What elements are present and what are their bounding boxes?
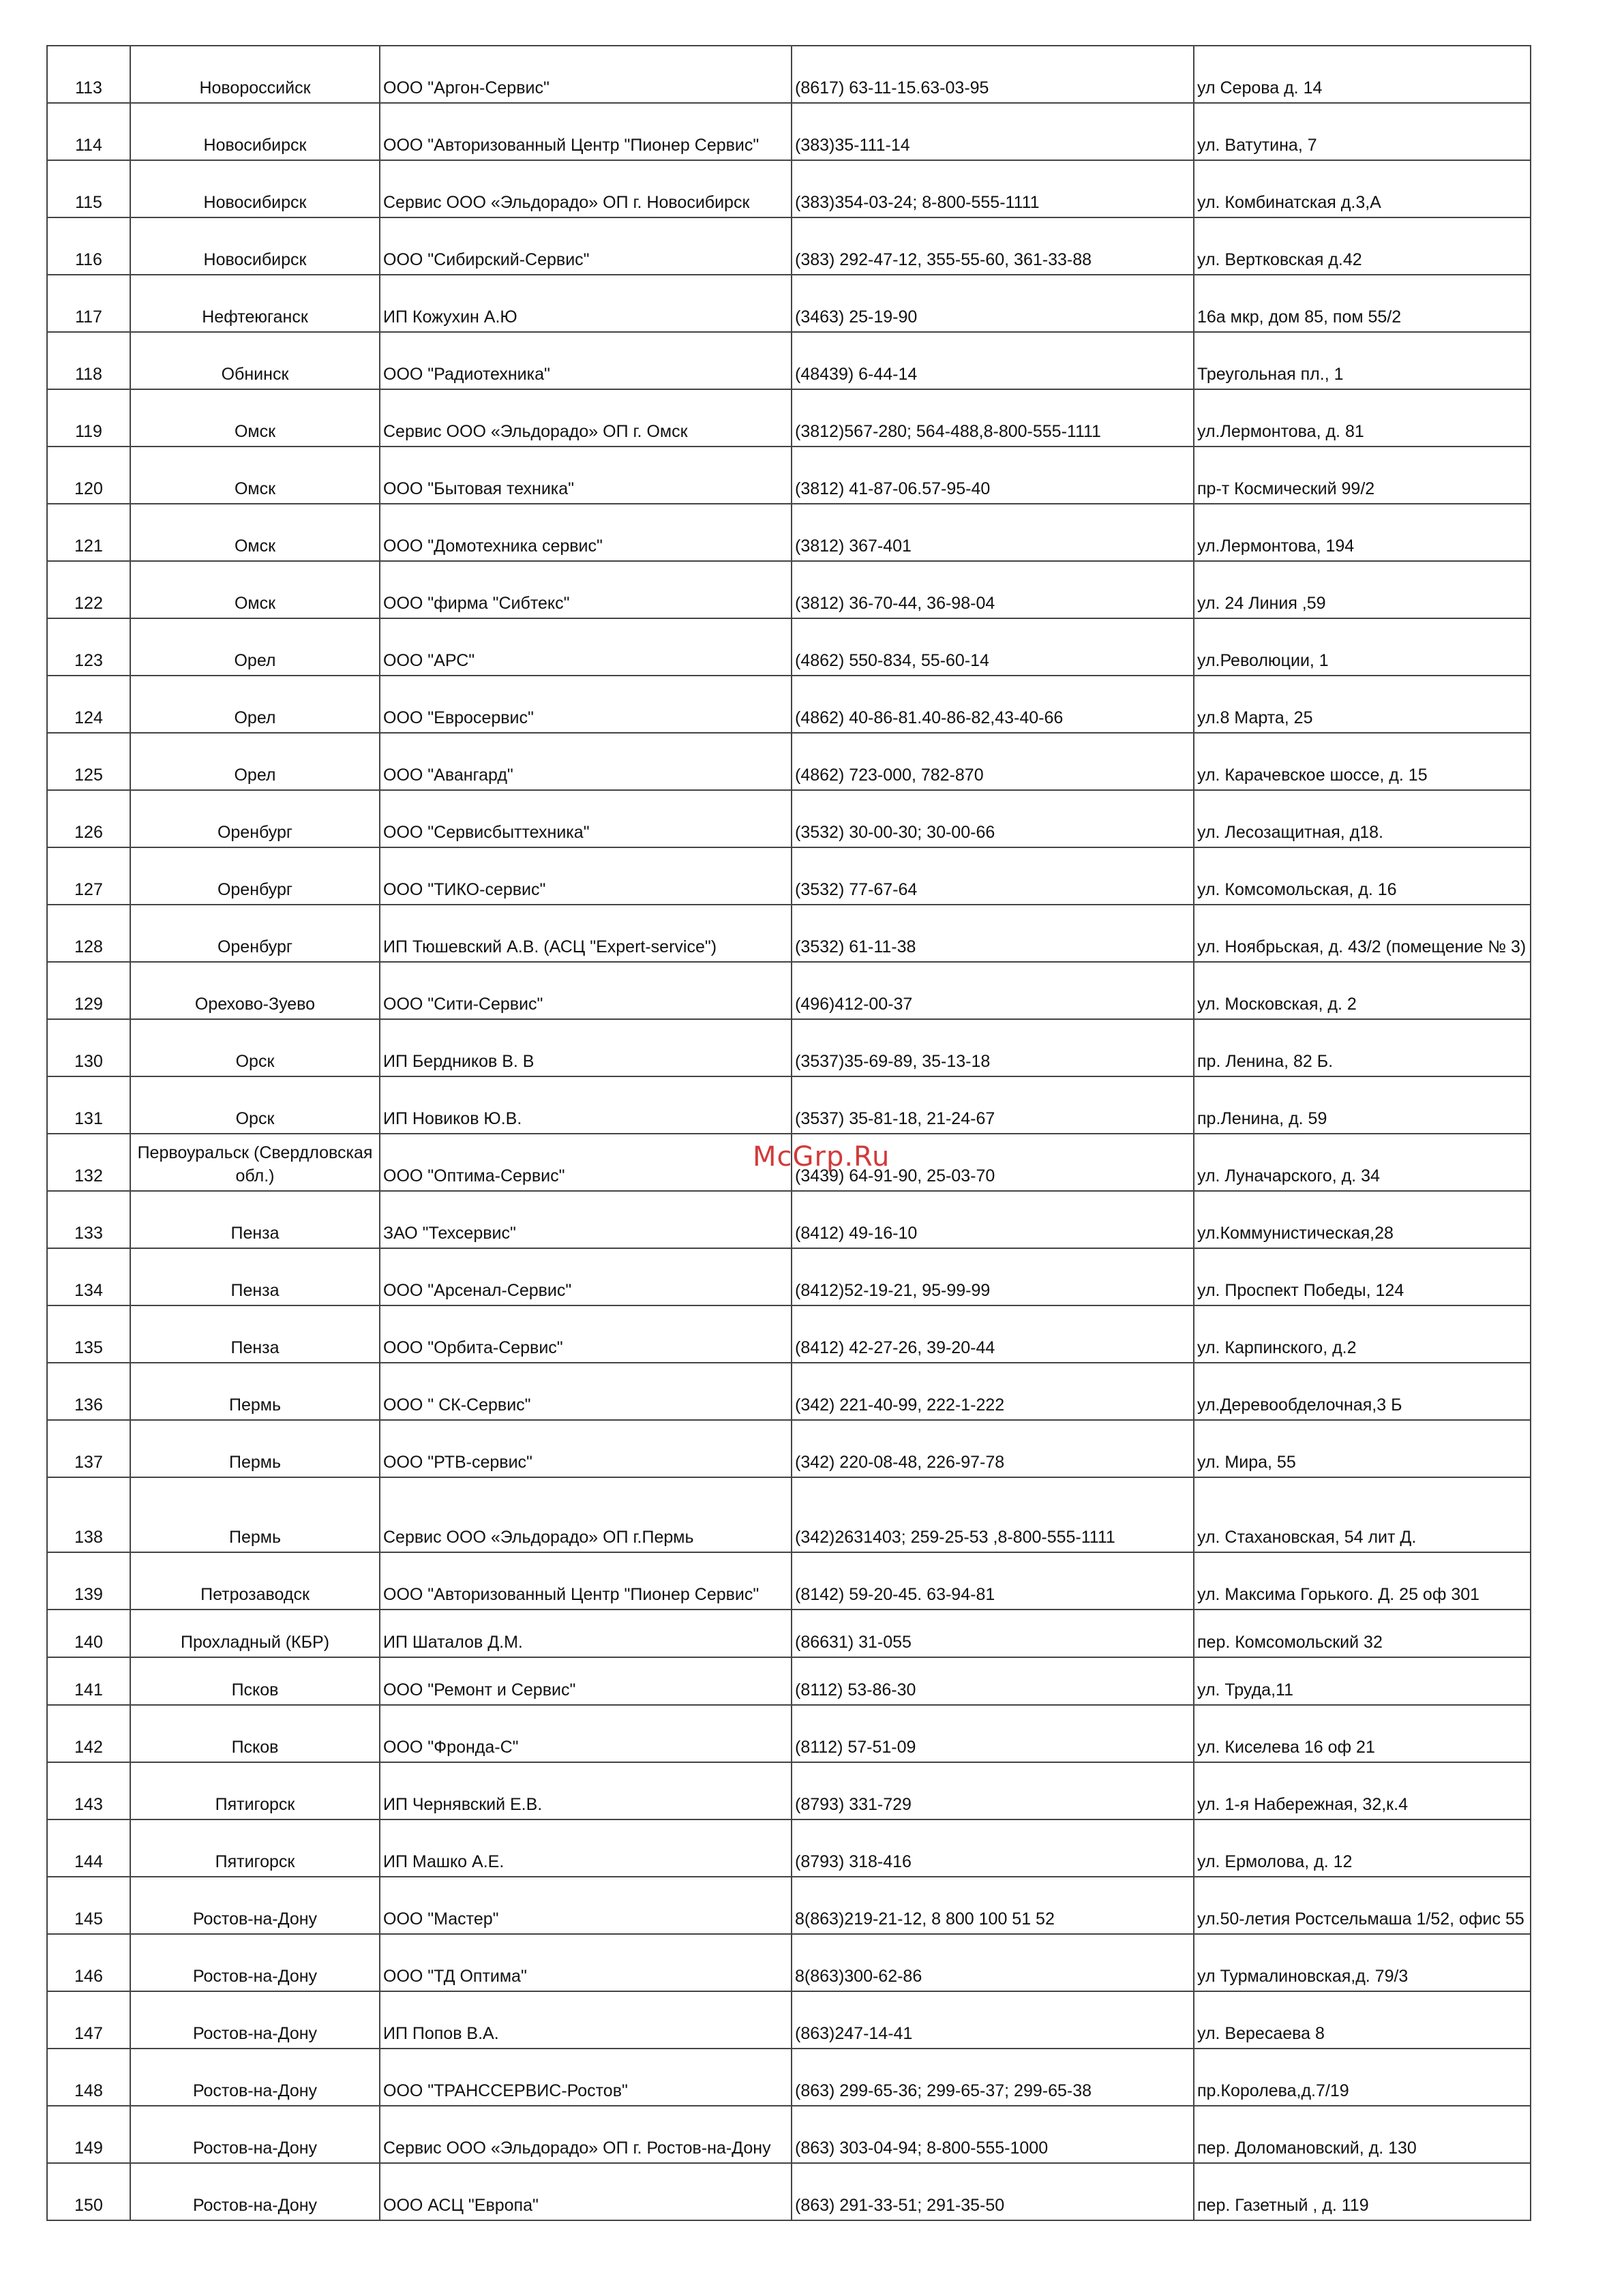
address-cell: ул. Ватутина, 7 [1194,103,1531,160]
table-row [47,1305,1531,1363]
address-cell: ул Турмалиновская,д. 79/3 [1194,1934,1531,1991]
organization-cell: ООО "АРС" [380,618,792,676]
address-cell: ул.Деревообделочная,3 Б [1194,1363,1531,1420]
row-number: 134 [47,1248,130,1305]
organization-cell: Сервис ООО «Эльдорадо» ОП г. Ростов-на-Дону [380,2106,792,2163]
table-row [47,790,1531,847]
row-number: 120 [47,447,130,504]
phone-cell: (3812) 41-87-06.57-95-40 [792,447,1194,504]
table-row [47,2163,1531,2220]
phone-cell: 8(863)300-62-86 [792,1934,1194,1991]
address-cell: пр.Королева,д.7/19 [1194,2049,1531,2106]
address-cell: ул. Мира, 55 [1194,1420,1531,1477]
row-number: 137 [47,1420,130,1477]
organization-cell: ООО "фирма "Сибтекс" [380,561,792,618]
row-number: 123 [47,618,130,676]
city-cell: Орел [130,676,380,733]
row-number: 131 [47,1076,130,1134]
organization-cell: Сервис ООО «Эльдорадо» ОП г.Пермь [380,1477,792,1552]
phone-cell: (3812) 367-401 [792,504,1194,561]
organization-cell: ИП Машко А.Е. [380,1819,792,1877]
organization-cell: ООО "ТИКО-сервис" [380,847,792,905]
row-number: 140 [47,1610,130,1657]
city-cell: Новосибирск [130,217,380,275]
row-number: 117 [47,275,130,332]
table-row [47,733,1531,790]
phone-cell: (342)2631403; 259-25-53 ,8-800-555-1111 [792,1477,1194,1552]
table-row [47,217,1531,275]
organization-cell: ООО "Радиотехника" [380,332,792,389]
phone-cell: (383)354-03-24; 8-800-555-1111 [792,160,1194,217]
address-cell: ул.8 Марта, 25 [1194,676,1531,733]
address-cell: пер. Доломановский, д. 130 [1194,2106,1531,2163]
row-number: 115 [47,160,130,217]
organization-cell: ООО "ТРАНССЕРВИС-Ростов" [380,2049,792,2106]
address-cell: ул. Труда,11 [1194,1657,1531,1705]
organization-cell: ООО "Сервисбыттехника" [380,790,792,847]
table-row [47,1019,1531,1076]
city-cell: Омск [130,504,380,561]
address-cell: ул. Комбинатская д.3,А [1194,160,1531,217]
city-cell: Псков [130,1705,380,1762]
city-cell: Первоуральск (Свердловская обл.) [130,1134,380,1191]
row-number: 142 [47,1705,130,1762]
address-cell: ул Серова д. 14 [1194,46,1531,103]
organization-cell: ООО "Евросервис" [380,676,792,733]
address-cell: ул.Лермонтова, 194 [1194,504,1531,561]
city-cell: Пенза [130,1191,380,1248]
address-cell: ул. 1-я Набережная, 32,к.4 [1194,1762,1531,1819]
address-cell: ул.Лермонтова, д. 81 [1194,389,1531,447]
row-number: 129 [47,962,130,1019]
row-number: 124 [47,676,130,733]
organization-cell: ООО "Фронда-С" [380,1705,792,1762]
address-cell: ул. Киселева 16 оф 21 [1194,1705,1531,1762]
table-row [47,504,1531,561]
organization-cell: ИП Кожухин А.Ю [380,275,792,332]
address-cell: ул. Вертковская д.42 [1194,217,1531,275]
phone-cell: (48439) 6-44-14 [792,332,1194,389]
row-number: 139 [47,1552,130,1610]
address-cell: ул. Лесозащитная, д18. [1194,790,1531,847]
address-cell: ул. Карпинского, д.2 [1194,1305,1531,1363]
organization-cell: ООО "Авторизованный Центр "Пионер Сервис" [380,103,792,160]
row-number: 118 [47,332,130,389]
address-cell: ул. Максима Горького. Д. 25 оф 301 [1194,1552,1531,1610]
table-row [47,46,1531,103]
organization-cell: ООО "РТВ-сервис" [380,1420,792,1477]
organization-cell: ИП Тюшевский А.В. (АСЦ "Expert-service") [380,905,792,962]
row-number: 119 [47,389,130,447]
city-cell: Оренбург [130,905,380,962]
phone-cell: (4862) 40-86-81.40-86-82,43-40-66 [792,676,1194,733]
phone-cell: (3463) 25-19-90 [792,275,1194,332]
phone-cell: (8412) 49-16-10 [792,1191,1194,1248]
row-number: 114 [47,103,130,160]
city-cell: Омск [130,389,380,447]
table-row [47,1991,1531,2049]
row-number: 116 [47,217,130,275]
row-number: 146 [47,1934,130,1991]
address-cell: ул. Луначарского, д. 34 [1194,1134,1531,1191]
row-number: 128 [47,905,130,962]
table-row [47,676,1531,733]
phone-cell: (3537) 35-81-18, 21-24-67 [792,1076,1194,1134]
organization-cell: ООО "Оптима-Сервис" [380,1134,792,1191]
city-cell: Прохладный (КБР) [130,1610,380,1657]
organization-cell: ООО "Аргон-Сервис" [380,46,792,103]
table-row [47,1191,1531,1248]
address-cell: ул. Проспект Победы, 124 [1194,1248,1531,1305]
city-cell: Пермь [130,1420,380,1477]
address-cell: пр.Ленина, д. 59 [1194,1076,1531,1134]
phone-cell: (496)412-00-37 [792,962,1194,1019]
address-cell: пер. Газетный , д. 119 [1194,2163,1531,2220]
city-cell: Орск [130,1019,380,1076]
table-row [47,1934,1531,1991]
address-cell: ул. Ноябрьская, д. 43/2 (помещение № 3) [1194,905,1531,962]
phone-cell: 8(863)219-21-12, 8 800 100 51 52 [792,1877,1194,1934]
organization-cell: ООО "Арсенал-Сервис" [380,1248,792,1305]
address-cell: 16а мкр, дом 85, пом 55/2 [1194,275,1531,332]
table-row [47,561,1531,618]
city-cell: Орехово-Зуево [130,962,380,1019]
phone-cell: (863) 303-04-94; 8-800-555-1000 [792,2106,1194,2163]
phone-cell: (3532) 30-00-30; 30-00-66 [792,790,1194,847]
phone-cell: (383) 292-47-12, 355-55-60, 361-33-88 [792,217,1194,275]
organization-cell: ИП Шаталов Д.М. [380,1610,792,1657]
row-number: 132 [47,1134,130,1191]
city-cell: Ростов-на-Дону [130,1877,380,1934]
organization-cell: ИП Попов В.А. [380,1991,792,2049]
address-cell: ул.Революции, 1 [1194,618,1531,676]
organization-cell: ООО "Орбита-Сервис" [380,1305,792,1363]
address-cell: пер. Комсомольский 32 [1194,1610,1531,1657]
phone-cell: (3532) 77-67-64 [792,847,1194,905]
city-cell: Орел [130,618,380,676]
table-row [47,2049,1531,2106]
organization-cell: ООО "Домотехника сервис" [380,504,792,561]
address-cell: пр. Ленина, 82 Б. [1194,1019,1531,1076]
phone-cell: (8112) 57-51-09 [792,1705,1194,1762]
phone-cell: (86631) 31-055 [792,1610,1194,1657]
row-number: 121 [47,504,130,561]
address-cell: Треугольная пл., 1 [1194,332,1531,389]
organization-cell: ИП Бердников В. В [380,1019,792,1076]
table-row [47,962,1531,1019]
table-row [47,1363,1531,1420]
table-row [47,1705,1531,1762]
organization-cell: ООО АСЦ "Европа" [380,2163,792,2220]
phone-cell: (3812) 36-70-44, 36-98-04 [792,561,1194,618]
organization-cell: ИП Новиков Ю.В. [380,1076,792,1134]
row-number: 147 [47,1991,130,2049]
city-cell: Нефтеюганск [130,275,380,332]
city-cell: Ростов-на-Дону [130,2163,380,2220]
row-number: 127 [47,847,130,905]
row-number: 144 [47,1819,130,1877]
city-cell: Ростов-на-Дону [130,1934,380,1991]
city-cell: Пятигорск [130,1819,380,1877]
city-cell: Орск [130,1076,380,1134]
row-number: 133 [47,1191,130,1248]
phone-cell: (8112) 53-86-30 [792,1657,1194,1705]
table-row [47,1076,1531,1134]
phone-cell: (863)247-14-41 [792,1991,1194,2049]
table-row [47,160,1531,217]
row-number: 136 [47,1363,130,1420]
phone-cell: (4862) 550-834, 55-60-14 [792,618,1194,676]
phone-cell: (8617) 63-11-15.63-03-95 [792,46,1194,103]
organization-cell: ООО "Авангард" [380,733,792,790]
address-cell: ул.Коммунистическая,28 [1194,1191,1531,1248]
city-cell: Новосибирск [130,103,380,160]
organization-cell: ООО "Бытовая техника" [380,447,792,504]
table-row [47,1762,1531,1819]
address-cell: ул. Московская, д. 2 [1194,962,1531,1019]
row-number: 130 [47,1019,130,1076]
city-cell: Оренбург [130,847,380,905]
service-centers-table [46,45,1531,2221]
row-number: 149 [47,2106,130,2163]
city-cell: Пятигорск [130,1762,380,1819]
city-cell: Орел [130,733,380,790]
organization-cell: Сервис ООО «Эльдорадо» ОП г. Новосибирск [380,160,792,217]
phone-cell: (3532) 61-11-38 [792,905,1194,962]
city-cell: Псков [130,1657,380,1705]
phone-cell: (383)35-111-14 [792,103,1194,160]
table-row [47,447,1531,504]
address-cell: ул. Карачевское шоссе, д. 15 [1194,733,1531,790]
phone-cell: (8412) 42-27-26, 39-20-44 [792,1305,1194,1363]
table-row [47,389,1531,447]
table-row [47,618,1531,676]
row-number: 150 [47,2163,130,2220]
phone-cell: (342) 220-08-48, 226-97-78 [792,1420,1194,1477]
table-row [47,1610,1531,1657]
table-row [47,2106,1531,2163]
address-cell: ул. Комсомольская, д. 16 [1194,847,1531,905]
table-row [47,332,1531,389]
address-cell: ул.50-летия Ростсельмаша 1/52, офис 55 [1194,1877,1531,1934]
table-row [47,1552,1531,1610]
phone-cell: (8793) 318-416 [792,1819,1194,1877]
address-cell: ул. Ермолова, д. 12 [1194,1819,1531,1877]
table-row [47,103,1531,160]
organization-cell: ООО "ТД Оптима" [380,1934,792,1991]
row-number: 138 [47,1477,130,1552]
city-cell: Новороссийск [130,46,380,103]
address-cell: ул. Стахановская, 54 лит Д. [1194,1477,1531,1552]
row-number: 145 [47,1877,130,1934]
row-number: 125 [47,733,130,790]
phone-cell: (8142) 59-20-45. 63-94-81 [792,1552,1194,1610]
city-cell: Новосибирск [130,160,380,217]
table-row [47,1877,1531,1934]
address-cell: ул. 24 Линия ,59 [1194,561,1531,618]
city-cell: Пермь [130,1363,380,1420]
city-cell: Омск [130,561,380,618]
organization-cell: ИП Чернявский Е.В. [380,1762,792,1819]
address-cell: пр-т Космический 99/2 [1194,447,1531,504]
table-row [47,1657,1531,1705]
phone-cell: (4862) 723-000, 782-870 [792,733,1194,790]
phone-cell: (8793) 331-729 [792,1762,1194,1819]
city-cell: Оренбург [130,790,380,847]
table-row [47,1248,1531,1305]
row-number: 135 [47,1305,130,1363]
table-row [47,1819,1531,1877]
city-cell: Пенза [130,1305,380,1363]
city-cell: Пенза [130,1248,380,1305]
organization-cell: ООО "Мастер" [380,1877,792,1934]
table-row [47,847,1531,905]
row-number: 113 [47,46,130,103]
city-cell: Петрозаводск [130,1552,380,1610]
row-number: 141 [47,1657,130,1705]
organization-cell: ООО "Авторизованный Центр "Пионер Сервис" [380,1552,792,1610]
row-number: 143 [47,1762,130,1819]
table-row [47,1477,1531,1552]
phone-cell: (863) 291-33-51; 291-35-50 [792,2163,1194,2220]
address-cell: ул. Вересаева 8 [1194,1991,1531,2049]
phone-cell: (3812)567-280; 564-488,8-800-555-1111 [792,389,1194,447]
row-number: 122 [47,561,130,618]
watermark-text: McGrp.Ru [753,1141,890,1173]
phone-cell: (3537)35-69-89, 35-13-18 [792,1019,1194,1076]
organization-cell: ООО "Сибирский-Сервис" [380,217,792,275]
organization-cell: ООО "Ремонт и Сервис" [380,1657,792,1705]
city-cell: Обнинск [130,332,380,389]
organization-cell: ООО " СК-Сервис" [380,1363,792,1420]
city-cell: Пермь [130,1477,380,1552]
phone-cell: (863) 299-65-36; 299-65-37; 299-65-38 [792,2049,1194,2106]
phone-cell: (342) 221-40-99, 222-1-222 [792,1363,1194,1420]
table-row [47,905,1531,962]
phone-cell: (8412)52-19-21, 95-99-99 [792,1248,1194,1305]
organization-cell: Сервис ООО «Эльдорадо» ОП г. Омск [380,389,792,447]
organization-cell: ООО "Сити-Сервис" [380,962,792,1019]
phone-cell: (3439) 64-91-90, 25-03-70 [792,1134,1194,1191]
city-cell: Ростов-на-Дону [130,2106,380,2163]
city-cell: Омск [130,447,380,504]
table-row [47,275,1531,332]
service-centers-sheet [46,45,1530,2221]
organization-cell: ЗАО "Техсервис" [380,1191,792,1248]
row-number: 148 [47,2049,130,2106]
city-cell: Ростов-на-Дону [130,1991,380,2049]
row-number: 126 [47,790,130,847]
table-row [47,1420,1531,1477]
city-cell: Ростов-на-Дону [130,2049,380,2106]
table-body [47,46,1531,2220]
